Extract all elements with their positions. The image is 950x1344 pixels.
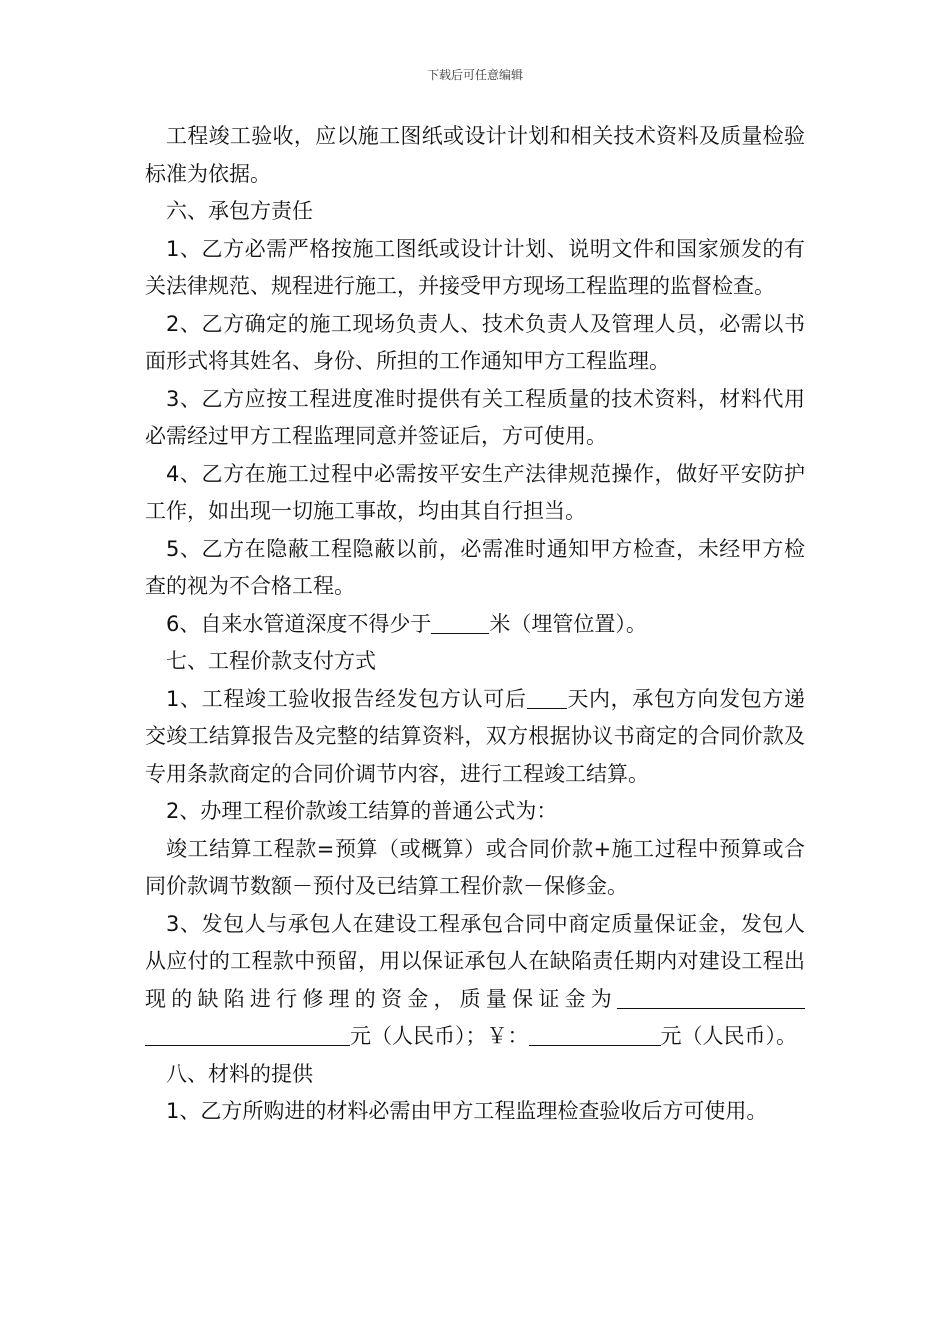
clause-7-3-text-b: 元（人民币）；￥： — [350, 1024, 529, 1048]
clause-7-3-text-c: 元（人民币）。 — [660, 1024, 797, 1048]
clause-7-1-text-b: 天内，承包方向发包方递交竣工结算报告及完整的结算资料，双方根据协议书商定的合同价款及专用条款商定的合同价调节内容，进行工程竣工结算。 — [145, 686, 806, 786]
clause-6-4: 4、乙方在施工过程中必需按平安生产法律规范操作，做好平安防护工作，如出现一切施工事故，均由其自行担当。 — [145, 461, 805, 523]
clause-8-1: 1、乙方所购进的材料必需由甲方工程监理检查验收后方可使用。 — [166, 1099, 768, 1123]
clause-7-3-text-a: 3、发包人与承包人在建设工程承包合同中商定质量保证金，发包人从应付的工程款中预留，用以保证承包人在缺陷责任期内对建设工程出现的缺陷进行修理的资金，质量保证金为 — [145, 911, 805, 1011]
document-body — [145, 118, 805, 1131]
section-heading-materials: 八、材料的提供 — [166, 1061, 313, 1086]
clause-7-2: 2、办理工程价款竣工结算的普通公式为： — [166, 799, 558, 823]
clause-6-6-text-a: 6、自来水管道深度不得少于 — [166, 611, 432, 636]
section-heading-payment-method: 七、工程价款支付方式 — [166, 649, 376, 673]
pipe-depth-blank[interactable] — [431, 612, 489, 634]
warranty-amount-yuan-blank[interactable] — [529, 1024, 661, 1046]
clause-7-3 — [145, 906, 805, 1056]
warranty-amount-blank-1[interactable] — [617, 987, 805, 1009]
page-header-note: 下载后可任意编辑 — [426, 68, 523, 82]
days-blank[interactable] — [527, 687, 567, 709]
clause-6-6-text-b: 米（埋管位置）。 — [489, 611, 647, 636]
paragraph-acceptance-basis: 工程竣工验收，应以施工图纸或设计计划和相关技术资料及质量检验标准为依据。 — [145, 124, 805, 186]
section-heading-contractor-duties: 六、承包方责任 — [166, 199, 313, 223]
settlement-formula: 竣工结算工程款=预算（或概算）或合同价款+施工过程中预算或合同价款调节数额－预付及已结算工程价款－保修金。 — [145, 836, 805, 898]
clause-7-1-text-a: 1、工程竣工验收报告经发包方认可后 — [166, 686, 527, 711]
clause-7-1 — [145, 681, 805, 794]
clause-6-6 — [145, 606, 805, 644]
clause-6-3: 3、乙方应按工程进度准时提供有关工程质量的技术资料，材料代用必需经过甲方工程监理同意并签证后，方可使用。 — [145, 386, 805, 448]
clause-6-1: 1、乙方必需严格按施工图纸或设计计划、说明文件和国家颁发的有关法律规范、规程进行施工，并接受甲方现场工程监理的监督检查。 — [145, 236, 805, 298]
clause-6-5: 5、乙方在隐蔽工程隐蔽以前，必需准时通知甲方检查，未经甲方检查的视为不合格工程。 — [145, 536, 805, 598]
clause-6-2: 2、乙方确定的施工现场负责人、技术负责人及管理人员，必需以书面形式将其姓名、身份、所担的工作通知甲方工程监理。 — [145, 311, 805, 373]
warranty-amount-blank-2[interactable] — [145, 1024, 350, 1046]
